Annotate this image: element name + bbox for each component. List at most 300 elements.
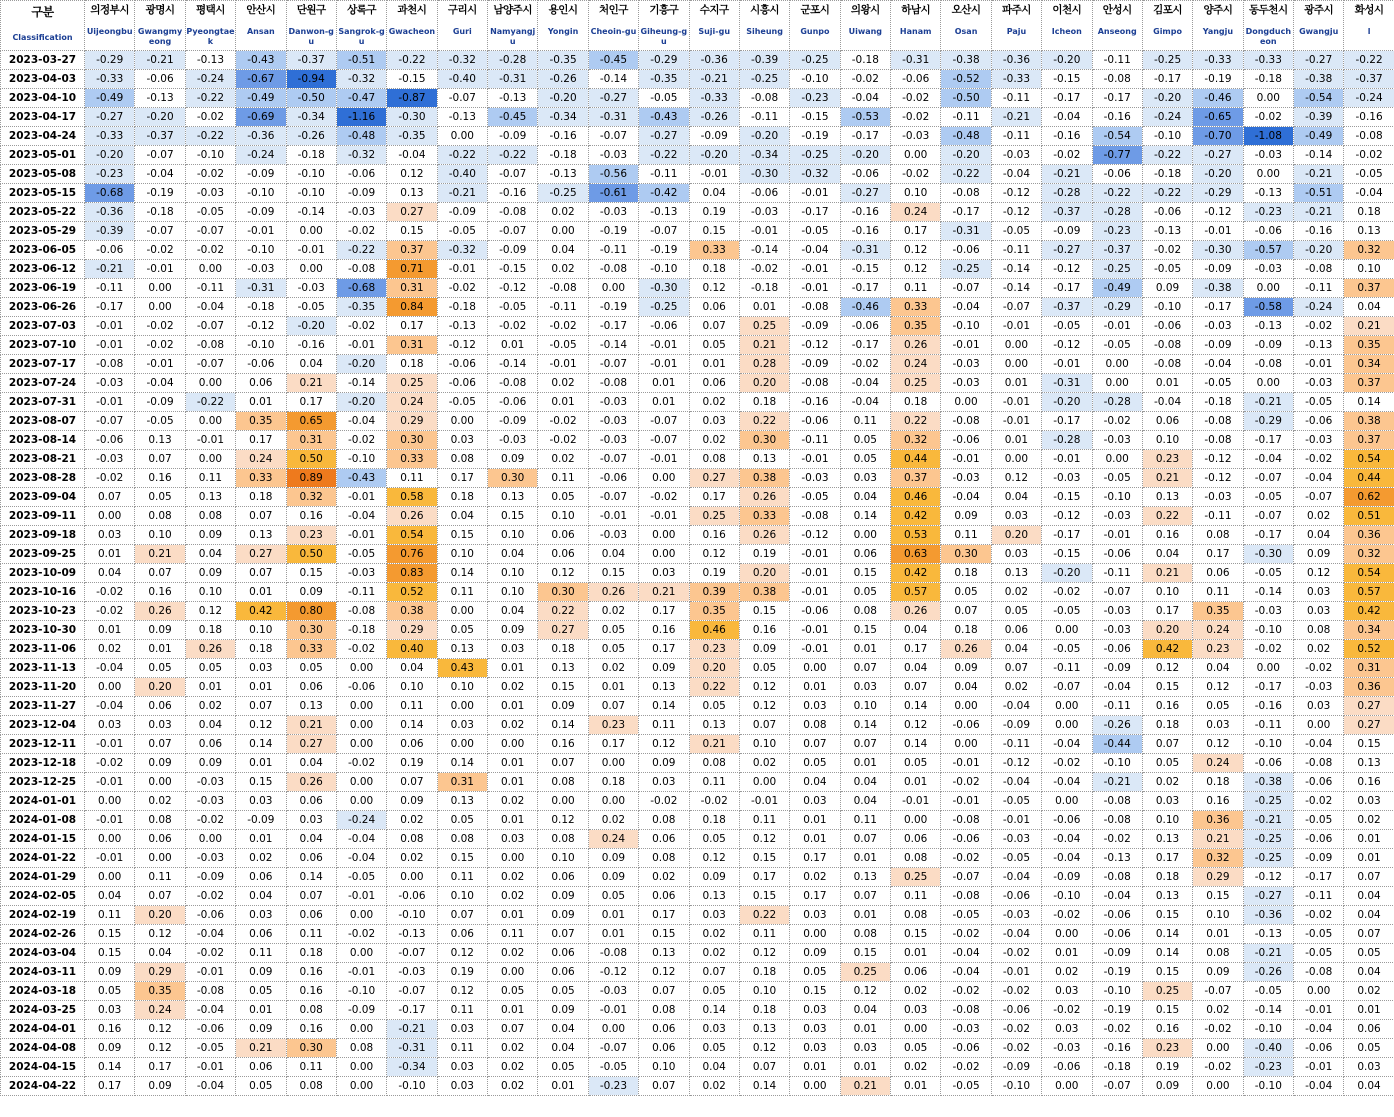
table-cell: 0.00 — [85, 678, 135, 697]
table-row — [1, 963, 1394, 982]
table-cell: -0.18 — [1243, 70, 1293, 89]
table-cell: 0.02 — [488, 1077, 538, 1096]
table-cell: 0.32 — [1344, 241, 1394, 260]
table-cell: -0.70 — [1193, 127, 1243, 146]
table-cell: -0.05 — [1243, 564, 1293, 583]
table-cell: -0.17 — [1042, 89, 1092, 108]
table-cell: 0.24 — [1193, 621, 1243, 640]
table-cell: -0.16 — [488, 184, 538, 203]
table-cell: -0.21 — [991, 108, 1041, 127]
table-cell: 0.08 — [135, 811, 185, 830]
table-cell: -0.14 — [991, 279, 1041, 298]
table-cell: -0.11 — [336, 583, 386, 602]
table-cell: 0.02 — [689, 431, 739, 450]
table-cell: -0.03 — [336, 564, 386, 583]
table-cell: 0.02 — [85, 640, 135, 659]
table-cell: -0.06 — [1294, 1039, 1344, 1058]
table-cell: -0.22 — [185, 127, 235, 146]
table-cell: -0.08 — [1092, 811, 1142, 830]
column-header — [538, 1, 588, 51]
table-cell: -0.40 — [1243, 1039, 1293, 1058]
table-cell: 0.76 — [387, 545, 437, 564]
column-header-en: Siheung — [746, 27, 783, 36]
table-cell: -0.36 — [85, 203, 135, 222]
table-cell: 0.18 — [689, 811, 739, 830]
table-row — [1, 51, 1394, 70]
table-cell: -0.36 — [689, 51, 739, 70]
table-cell: 0.01 — [1344, 849, 1394, 868]
table-cell: 0.16 — [286, 982, 336, 1001]
table-cell: -0.14 — [1294, 146, 1344, 165]
table-cell: -0.02 — [1042, 1001, 1092, 1020]
table-cell: 0.00 — [1042, 716, 1092, 735]
table-cell: 0.09 — [488, 450, 538, 469]
table-cell: -0.24 — [1142, 108, 1192, 127]
table-cell: 0.14 — [437, 754, 487, 773]
table-cell: -0.33 — [1193, 51, 1243, 70]
table-cell: 0.06 — [387, 735, 437, 754]
table-cell: -0.16 — [1344, 108, 1394, 127]
table-cell: 0.18 — [941, 621, 991, 640]
table-cell: 0.46 — [689, 621, 739, 640]
table-cell: -0.02 — [185, 944, 235, 963]
table-cell: 0.03 — [790, 1020, 840, 1039]
table-cell: 0.09 — [185, 564, 235, 583]
table-cell: -0.03 — [1243, 602, 1293, 621]
table-cell: -0.04 — [991, 868, 1041, 887]
table-cell: -0.09 — [991, 716, 1041, 735]
table-cell: 0.17 — [891, 222, 941, 241]
table-cell: -0.05 — [135, 412, 185, 431]
table-cell: -0.16 — [840, 222, 890, 241]
column-header — [236, 1, 286, 51]
table-cell: -0.07 — [437, 89, 487, 108]
row-date: 2023-07-17 — [1, 355, 85, 374]
table-cell: 0.10 — [1142, 811, 1192, 830]
table-cell: 0.21 — [236, 1039, 286, 1058]
table-cell: 0.00 — [588, 754, 638, 773]
table-cell: -0.05 — [1042, 317, 1092, 336]
table-cell: 0.03 — [437, 431, 487, 450]
table-cell: -0.01 — [991, 317, 1041, 336]
table-cell: -0.06 — [941, 830, 991, 849]
table-cell: -0.14 — [336, 374, 386, 393]
table-cell: 0.26 — [135, 602, 185, 621]
table-cell: -0.16 — [840, 203, 890, 222]
table-cell: 0.03 — [236, 906, 286, 925]
table-cell: -0.20 — [1193, 165, 1243, 184]
column-header-en: Danwon-gu — [288, 27, 334, 46]
table-cell: -0.01 — [185, 431, 235, 450]
table-cell: 0.33 — [286, 640, 336, 659]
table-cell: 0.04 — [1344, 298, 1394, 317]
table-cell: -0.06 — [941, 716, 991, 735]
table-cell: -0.31 — [588, 108, 638, 127]
table-cell: 0.12 — [135, 925, 185, 944]
table-cell: 0.00 — [336, 697, 386, 716]
table-cell: 0.00 — [185, 830, 235, 849]
table-cell: -0.39 — [1294, 108, 1344, 127]
table-cell: 0.12 — [1294, 564, 1344, 583]
row-date: 2023-09-25 — [1, 545, 85, 564]
table-cell: 0.00 — [437, 412, 487, 431]
table-cell: 0.05 — [437, 811, 487, 830]
table-cell: -0.08 — [85, 355, 135, 374]
table-cell: -0.10 — [236, 184, 286, 203]
table-cell: -0.01 — [336, 526, 386, 545]
column-header-en: Hanam — [899, 27, 932, 36]
table-cell: 0.00 — [185, 260, 235, 279]
table-cell: 0.04 — [689, 184, 739, 203]
table-cell: -0.20 — [135, 108, 185, 127]
table-cell: 0.15 — [739, 602, 789, 621]
table-cell: 0.16 — [286, 507, 336, 526]
row-date: 2024-02-26 — [1, 925, 85, 944]
table-cell: -0.04 — [135, 165, 185, 184]
table-cell: -0.20 — [941, 146, 991, 165]
table-cell: 0.20 — [739, 374, 789, 393]
table-cell: -0.39 — [739, 51, 789, 70]
table-cell: -0.10 — [1042, 887, 1092, 906]
table-cell: 0.06 — [639, 1039, 689, 1058]
column-header-ko: 동두천시 — [1249, 4, 1288, 16]
table-cell: 0.11 — [85, 906, 135, 925]
table-cell: 0.00 — [336, 716, 386, 735]
table-cell: -0.05 — [1092, 336, 1142, 355]
table-cell: 0.06 — [538, 526, 588, 545]
table-cell: -0.06 — [941, 1039, 991, 1058]
table-cell: 0.03 — [236, 659, 286, 678]
table-cell: -0.05 — [286, 298, 336, 317]
table-cell: 0.00 — [1042, 925, 1092, 944]
row-date: 2024-01-22 — [1, 849, 85, 868]
table-cell: 0.12 — [1193, 678, 1243, 697]
table-cell: 0.38 — [739, 469, 789, 488]
table-cell: 0.27 — [236, 545, 286, 564]
table-cell: -0.07 — [588, 127, 638, 146]
table-cell: -0.20 — [336, 355, 386, 374]
table-cell: 0.54 — [387, 526, 437, 545]
column-header — [336, 1, 386, 51]
table-cell: -0.01 — [739, 222, 789, 241]
table-cell: 0.06 — [538, 545, 588, 564]
table-cell: 0.33 — [236, 469, 286, 488]
table-cell: -0.68 — [336, 279, 386, 298]
table-cell: -0.48 — [941, 127, 991, 146]
header-classification-en: Classification — [12, 33, 73, 42]
table-row — [1, 184, 1394, 203]
table-cell: 0.07 — [941, 602, 991, 621]
table-cell: -0.04 — [1042, 849, 1092, 868]
table-cell: -0.06 — [437, 374, 487, 393]
table-cell: -0.02 — [639, 488, 689, 507]
table-cell: 0.02 — [689, 944, 739, 963]
table-cell: 0.00 — [336, 792, 386, 811]
table-cell: 0.00 — [991, 450, 1041, 469]
table-cell: 0.19 — [689, 203, 739, 222]
table-cell: 0.10 — [739, 735, 789, 754]
table-row — [1, 336, 1394, 355]
table-cell: 0.52 — [387, 583, 437, 602]
table-cell: -0.01 — [286, 241, 336, 260]
table-cell: -0.06 — [1092, 640, 1142, 659]
table-cell: 0.01 — [840, 754, 890, 773]
table-cell: 0.00 — [336, 1020, 386, 1039]
table-row — [1, 1058, 1394, 1077]
table-cell: -0.09 — [1243, 336, 1293, 355]
table-cell: -0.33 — [991, 70, 1041, 89]
table-cell: 0.04 — [588, 545, 638, 564]
table-cell: 0.18 — [891, 393, 941, 412]
table-cell: 0.05 — [689, 336, 739, 355]
table-cell: -0.10 — [1243, 1077, 1293, 1096]
row-date: 2024-02-19 — [1, 906, 85, 925]
table-cell: 0.05 — [135, 488, 185, 507]
table-cell: 0.21 — [840, 1077, 890, 1096]
table-cell: -0.32 — [437, 51, 487, 70]
table-cell: -0.02 — [991, 982, 1041, 1001]
table-cell: 0.03 — [1042, 1020, 1092, 1039]
table-cell: 0.29 — [387, 621, 437, 640]
table-cell: 0.24 — [588, 830, 638, 849]
table-cell: -0.02 — [185, 811, 235, 830]
table-cell: 0.09 — [236, 963, 286, 982]
row-date: 2023-10-09 — [1, 564, 85, 583]
table-cell: -0.44 — [1092, 735, 1142, 754]
table-cell: 0.04 — [1142, 545, 1192, 564]
table-cell: 0.13 — [387, 184, 437, 203]
table-cell: 0.18 — [941, 564, 991, 583]
table-cell: 0.01 — [488, 659, 538, 678]
table-cell: -0.01 — [85, 811, 135, 830]
column-header-en: Paju — [1006, 27, 1027, 36]
table-cell: -0.02 — [991, 1039, 1041, 1058]
table-cell: -0.40 — [437, 70, 487, 89]
table-cell: 0.00 — [639, 545, 689, 564]
column-header-en: Namyangju — [490, 27, 536, 46]
table-cell: 0.12 — [639, 735, 689, 754]
table-cell: 0.10 — [437, 887, 487, 906]
table-cell: -0.23 — [1243, 1058, 1293, 1077]
table-cell: -0.04 — [185, 298, 235, 317]
table-cell: 0.08 — [689, 450, 739, 469]
table-cell: -0.07 — [387, 944, 437, 963]
table-cell: 0.23 — [588, 716, 638, 735]
table-cell: -0.22 — [387, 51, 437, 70]
row-date: 2024-02-05 — [1, 887, 85, 906]
table-cell: 0.00 — [941, 697, 991, 716]
table-cell: 0.00 — [1042, 697, 1092, 716]
table-cell: 0.42 — [1344, 602, 1394, 621]
table-cell: -0.11 — [538, 298, 588, 317]
table-cell: -0.01 — [790, 260, 840, 279]
table-cell: 0.03 — [437, 1020, 487, 1039]
table-cell: -0.26 — [286, 127, 336, 146]
table-cell: 0.09 — [639, 754, 689, 773]
table-cell: 0.14 — [891, 735, 941, 754]
table-cell: -0.08 — [941, 1001, 991, 1020]
table-cell: -0.08 — [1344, 127, 1394, 146]
table-cell: 0.14 — [689, 1001, 739, 1020]
table-cell: 0.27 — [1344, 697, 1394, 716]
row-date: 2024-01-01 — [1, 792, 85, 811]
table-cell: -0.04 — [941, 963, 991, 982]
table-cell: -0.24 — [185, 70, 235, 89]
table-cell: -0.17 — [1294, 868, 1344, 887]
row-date: 2023-05-08 — [1, 165, 85, 184]
column-header-ko: 수지구 — [699, 4, 729, 16]
table-cell: -0.08 — [336, 260, 386, 279]
table-cell: 0.14 — [538, 716, 588, 735]
table-row — [1, 830, 1394, 849]
table-cell: 0.17 — [437, 469, 487, 488]
table-cell: 0.15 — [1344, 735, 1394, 754]
table-cell: -0.09 — [790, 355, 840, 374]
table-cell: 0.11 — [689, 773, 739, 792]
table-cell: -0.22 — [1092, 184, 1142, 203]
table-cell: -0.12 — [236, 317, 286, 336]
table-cell: 0.25 — [689, 507, 739, 526]
table-cell: -0.13 — [437, 317, 487, 336]
table-cell: -0.13 — [437, 108, 487, 127]
table-cell: -0.04 — [1142, 393, 1192, 412]
table-cell: 0.06 — [286, 792, 336, 811]
table-cell: 0.00 — [790, 659, 840, 678]
table-cell: 0.07 — [286, 887, 336, 906]
table-cell: 0.14 — [387, 716, 437, 735]
table-cell: -0.10 — [1243, 1020, 1293, 1039]
table-cell: 0.09 — [135, 1077, 185, 1096]
table-cell: 0.06 — [1193, 564, 1243, 583]
table-row — [1, 906, 1394, 925]
column-header-ko: 시흥시 — [750, 4, 780, 16]
table-cell: -0.12 — [991, 754, 1041, 773]
table-cell: 0.00 — [1092, 355, 1142, 374]
table-cell: 0.08 — [639, 1001, 689, 1020]
table-cell: -0.14 — [286, 203, 336, 222]
table-cell: 0.02 — [1193, 1001, 1243, 1020]
table-cell: 0.16 — [286, 1020, 336, 1039]
table-cell: 0.30 — [538, 583, 588, 602]
table-cell: -0.07 — [1294, 488, 1344, 507]
table-cell: -0.42 — [639, 184, 689, 203]
table-cell: -0.46 — [1193, 89, 1243, 108]
table-cell: 0.18 — [689, 260, 739, 279]
table-cell: 0.05 — [840, 431, 890, 450]
table-cell: 0.25 — [739, 317, 789, 336]
table-cell: 0.13 — [236, 526, 286, 545]
table-cell: -0.17 — [1243, 526, 1293, 545]
table-cell: 0.08 — [840, 602, 890, 621]
table-cell: 0.13 — [689, 887, 739, 906]
table-cell: -0.26 — [1243, 963, 1293, 982]
table-row — [1, 507, 1394, 526]
table-cell: 0.24 — [135, 1001, 185, 1020]
table-cell: -0.13 — [538, 165, 588, 184]
table-cell: -0.19 — [1193, 70, 1243, 89]
table-cell: 0.04 — [236, 887, 286, 906]
table-cell: -0.12 — [790, 526, 840, 545]
table-cell: -0.08 — [790, 374, 840, 393]
table-cell: 0.05 — [185, 659, 235, 678]
table-cell: 0.10 — [185, 583, 235, 602]
table-cell: 0.09 — [790, 944, 840, 963]
table-cell: 0.29 — [387, 412, 437, 431]
table-cell: -0.25 — [639, 298, 689, 317]
table-cell: 0.04 — [1344, 887, 1394, 906]
table-cell: 0.02 — [1344, 811, 1394, 830]
table-cell: 0.11 — [437, 1001, 487, 1020]
table-cell: -0.08 — [1243, 355, 1293, 374]
table-cell: -0.18 — [1142, 165, 1192, 184]
table-cell: 0.03 — [437, 716, 487, 735]
table-cell: -0.43 — [236, 51, 286, 70]
table-cell: -0.03 — [185, 184, 235, 203]
table-cell: 0.38 — [739, 583, 789, 602]
row-date: 2023-12-11 — [1, 735, 85, 754]
table-cell: -0.05 — [790, 488, 840, 507]
table-cell: -0.06 — [185, 906, 235, 925]
column-header-en: Gunpo — [800, 27, 830, 36]
table-cell: 0.11 — [840, 412, 890, 431]
table-cell: 0.00 — [1294, 716, 1344, 735]
table-cell: 0.11 — [236, 944, 286, 963]
table-cell: 0.07 — [1344, 925, 1394, 944]
table-cell: 0.11 — [437, 1039, 487, 1058]
table-cell: 0.22 — [739, 906, 789, 925]
table-cell: -0.25 — [1142, 51, 1192, 70]
table-row — [1, 89, 1394, 108]
table-cell: -0.35 — [336, 298, 386, 317]
table-cell: 0.00 — [991, 355, 1041, 374]
table-cell: 0.01 — [538, 393, 588, 412]
table-cell: -0.03 — [588, 412, 638, 431]
table-cell: 0.04 — [488, 602, 538, 621]
table-cell: -0.09 — [1042, 868, 1092, 887]
table-cell: 0.12 — [891, 716, 941, 735]
table-cell: -0.02 — [336, 431, 386, 450]
table-cell: 0.09 — [135, 754, 185, 773]
table-cell: -0.02 — [336, 317, 386, 336]
table-cell: -0.23 — [790, 89, 840, 108]
table-cell: -0.02 — [135, 317, 185, 336]
table-cell: 0.03 — [135, 716, 185, 735]
table-cell: -0.03 — [790, 469, 840, 488]
table-cell: -0.11 — [1092, 564, 1142, 583]
table-cell: 0.06 — [689, 298, 739, 317]
table-cell: 0.11 — [739, 925, 789, 944]
column-header — [437, 1, 487, 51]
table-cell: -0.06 — [1092, 165, 1142, 184]
table-cell: -0.05 — [336, 868, 386, 887]
table-cell: -0.09 — [488, 241, 538, 260]
table-cell: -0.17 — [387, 1001, 437, 1020]
table-cell: -0.04 — [1344, 184, 1394, 203]
table-cell: -0.07 — [488, 222, 538, 241]
table-cell: -0.12 — [991, 203, 1041, 222]
table-cell: 0.17 — [639, 602, 689, 621]
table-cell: -0.08 — [588, 944, 638, 963]
table-cell: 0.01 — [1344, 830, 1394, 849]
table-cell: 0.01 — [538, 1077, 588, 1096]
table-cell: 0.30 — [739, 431, 789, 450]
table-cell: 0.00 — [639, 469, 689, 488]
table-cell: 0.02 — [1294, 507, 1344, 526]
table-cell: 0.08 — [790, 716, 840, 735]
table-cell: -0.04 — [85, 659, 135, 678]
table-cell: 0.17 — [790, 887, 840, 906]
table-cell: -0.17 — [790, 203, 840, 222]
